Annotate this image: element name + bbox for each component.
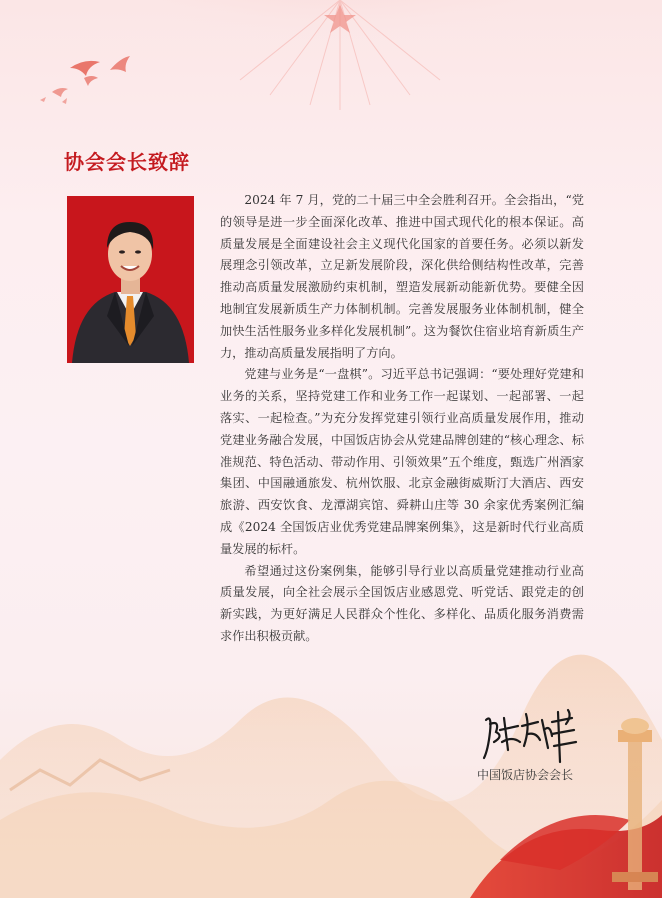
president-portrait <box>67 196 194 363</box>
page-title: 协会会长致辞 <box>64 150 190 174</box>
paragraph-2: 党建与业务是“一盘棋”。习近平总书记强调：“要处理好党建和业务的关系，坚持党建工作和业务工作一起谋划、一起部署、一起落实、一起检查。”为充分发挥党建引领行业高质量发展作用，推动党建业务融合发展，中国饭店协会从党建品牌创建的“核心理念、标准规范、特色活动、带动作用、引领效果”五个维度，甄选广州酒家集团、中国融通旅发、杭州饮服、北京金融街威斯汀大酒店、西安旅游、西安饮食、龙潭湖宾馆、舜耕山庄等 30 余家优秀案例汇编成《2024 全国饭店业优秀党建品牌案例集》，这是新时代行业高质量发展的标杆。 <box>220 367 584 556</box>
speech-body <box>220 190 584 648</box>
signature-title: 中国饭店协会会长 <box>477 768 574 782</box>
handwritten-signature <box>478 702 588 768</box>
paragraph-3: 希望通过这份案例集，能够引导行业以高质量党建推动行业高质量发展，向全社会展示全国饭店业感恩党、听党话、跟党走的创新实践，为更好满足人民群众个性化、多样化、品质化服务消费需求作出积极贡献。 <box>220 563 584 643</box>
paragraph-1: 2024 年 7 月，党的二十届三中全会胜利召开。全会指出，“党的领导是进一步全面深化改革、推进中国式现代化的根本保证。高质量发展是全面建设社会主义现代化国家的首要任务。必须以新发展理念引领改革，立足新发展阶段，深化供给侧结构性改革，完善推动高质量发展激励约束机制，塑造发展新动能新优势。要健全因地制宜发展新质生产力体制机制。完善发展服务业体制机制，健全加快生活性服务业多样化发展机制”。这为餐饮住宿业培育新质生产力，推动高质量发展指明了方向。 <box>220 193 584 360</box>
